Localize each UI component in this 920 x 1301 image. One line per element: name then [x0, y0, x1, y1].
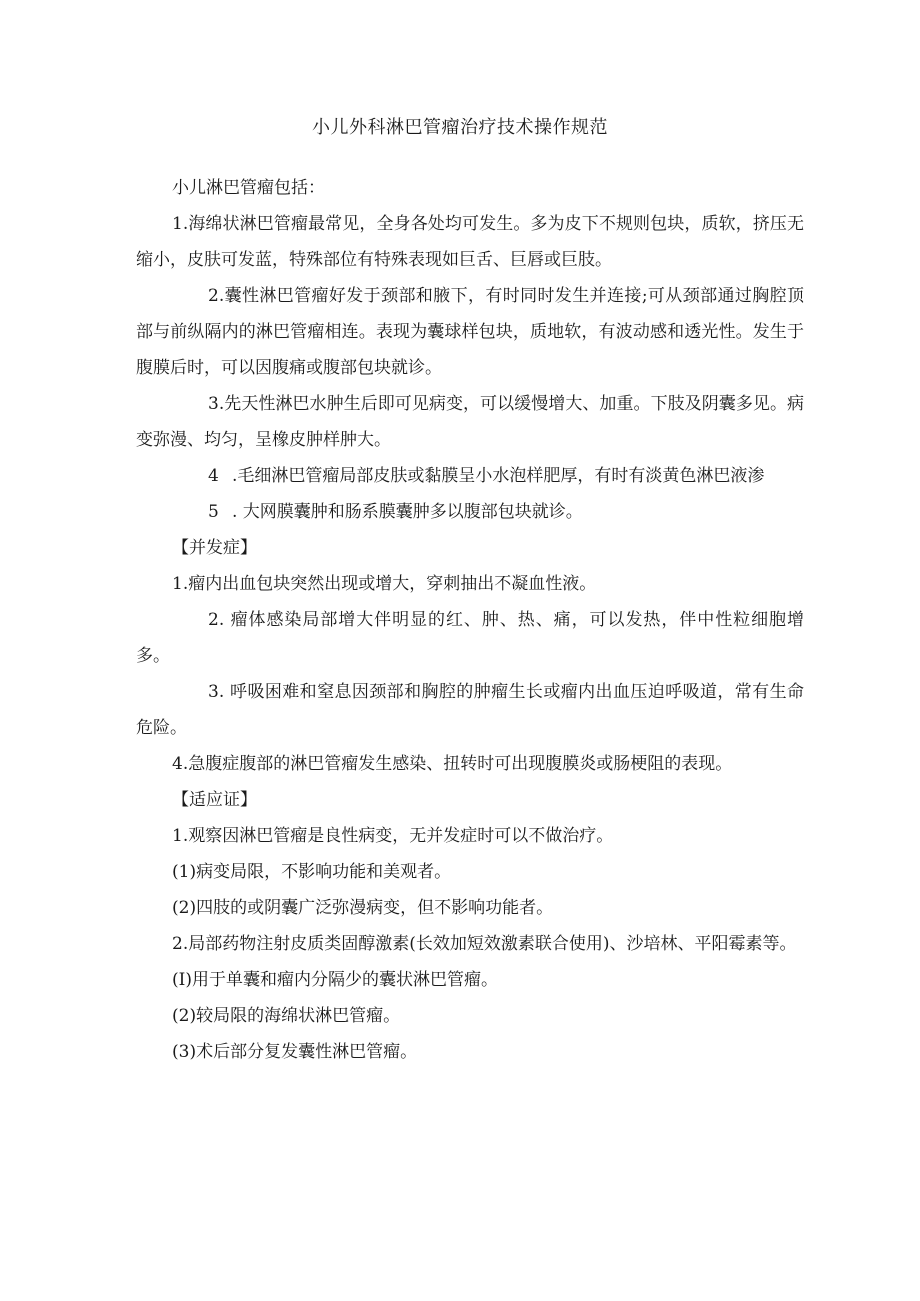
- complication-item-2: [136, 602, 804, 674]
- item-number: 2: [208, 610, 219, 630]
- list-item-3: [136, 386, 804, 458]
- indication-item-1: [136, 818, 804, 854]
- list-item-2: [136, 278, 804, 386]
- paragraph-text: (1)病变局限，不影响功能和美观者。: [172, 862, 452, 882]
- paragraph-text: . 瘤体感染局部增大伴明显的红、肿、热、痛，可以发热，伴中性粒细胞增多。: [136, 610, 804, 666]
- paragraph-text: . 大网膜囊肿和肠系膜囊肿多以腹部包块就诊。: [232, 502, 583, 522]
- paragraph-text: (I)用于单囊和瘤内分隔少的囊状淋巴管瘤。: [172, 970, 498, 990]
- paragraph-text: (2)较局限的海绵状淋巴管瘤。: [172, 1006, 401, 1026]
- paragraph-text: (2)四肢的或阴囊广泛弥漫病变，但不影响功能者。: [172, 898, 554, 918]
- list-item-5: [136, 494, 804, 530]
- paragraph-text: (3)术后部分复发囊性淋巴管瘤。: [172, 1042, 418, 1062]
- document-body: [136, 170, 804, 1070]
- paragraph-text: . 呼吸困难和窒息因颈部和胸腔的肿瘤生长或瘤内出血压迫呼吸道，常有生命危险。: [136, 682, 804, 738]
- item-number: 3: [208, 394, 219, 414]
- section-heading-complications: 【并发症】: [172, 538, 257, 558]
- indication-subitem-5: [136, 1034, 804, 1070]
- indication-item-2: [136, 926, 804, 962]
- item-number: 5: [208, 502, 219, 522]
- indication-subitem-4: [136, 998, 804, 1034]
- intro-paragraph: [136, 170, 804, 206]
- paragraph-text: 1.海绵状淋巴管瘤最常见，全身各处均可发生。多为皮下不规则包块，质软，挤压无缩小，皮肤可发蓝，特殊部位有特殊表现如巨舌、巨唇或巨肢。: [136, 214, 804, 270]
- paragraph-text: 2.局部药物注射皮质类固醇激素(长效加短效激素联合使用)、沙培林、平阳霉素等。: [172, 934, 797, 954]
- document-title: 小儿外科淋巴管瘤治疗技术操作规范: [312, 117, 608, 138]
- paragraph-text: 4.急腹症腹部的淋巴管瘤发生感染、扭转时可出现腹膜炎或肠梗阻的表现。: [172, 754, 733, 774]
- paragraph-text: 1.瘤内出血包块突然出现或增大，穿刺抽出不凝血性液。: [172, 574, 597, 594]
- paragraph-text: 小儿淋巴管瘤包括：: [172, 178, 325, 198]
- complication-item-4: [136, 746, 804, 782]
- paragraph-text: 1.观察因淋巴管瘤是良性病变，无并发症时可以不做治疗。: [172, 826, 614, 846]
- paragraph-text: .毛细淋巴管瘤局部皮肤或黏膜呈小水泡样肥厚，有时有淡黄色淋巴液渗: [232, 466, 765, 486]
- item-number: 4: [208, 466, 219, 486]
- list-item-4: [136, 458, 804, 494]
- indication-subitem-3: [136, 962, 804, 998]
- complication-item-1: [136, 566, 804, 602]
- paragraph-text: .先天性淋巴水肿生后即可见病变，可以缓慢增大、加重。下肢及阴囊多见。病变弥漫、均匀，呈橡皮肿样肿大。: [136, 394, 804, 450]
- section-heading-indications: 【适应证】: [172, 790, 257, 810]
- list-item-1: [136, 206, 804, 278]
- item-number: 2: [208, 286, 219, 306]
- paragraph-text: .囊性淋巴管瘤好发于颈部和腋下，有时同时发生并连接;可从颈部通过胸腔顶部与前纵隔内的淋巴管瘤相连。表现为囊球样包块，质地软，有波动感和透光性。发生于腹膜后时，可以因腹痛或腹部包块就诊。: [136, 286, 804, 378]
- indication-subitem-2: [136, 890, 804, 926]
- item-number: 3: [208, 682, 219, 702]
- indication-subitem-1: [136, 854, 804, 890]
- complication-item-3: [136, 674, 804, 746]
